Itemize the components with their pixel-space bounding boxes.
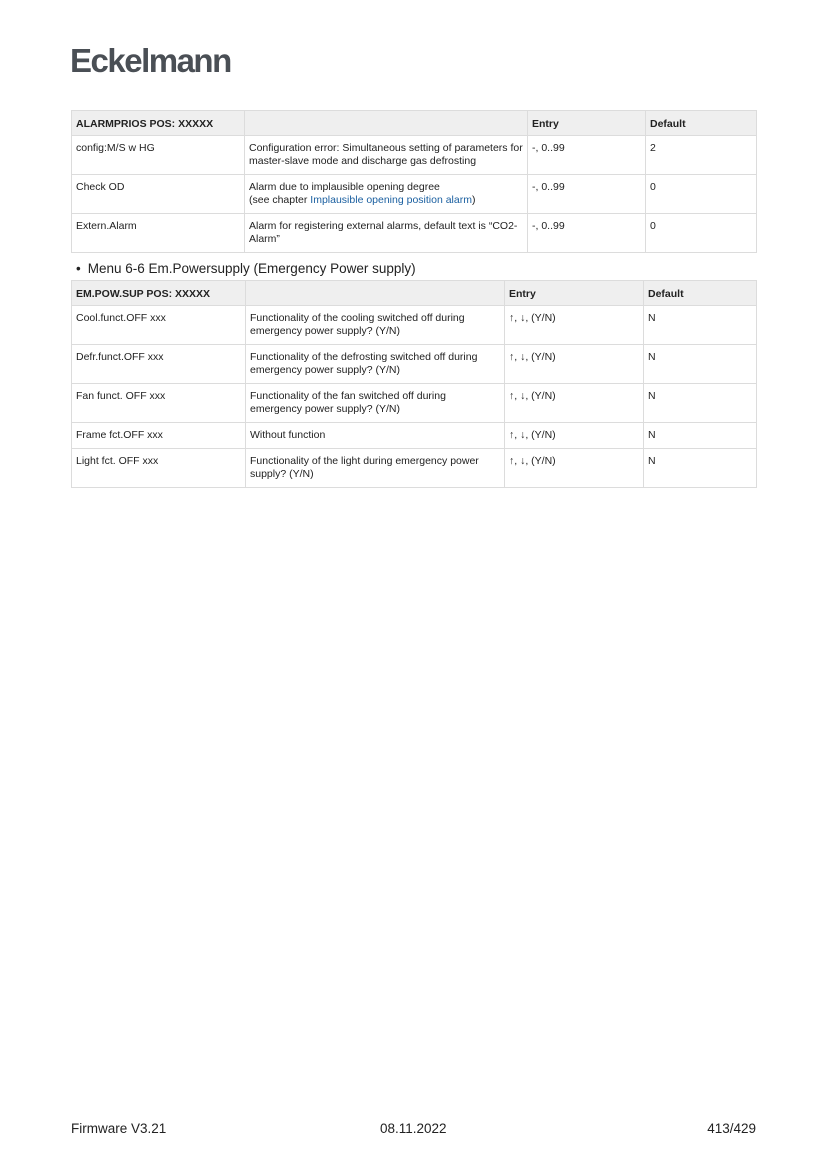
description-text: Alarm due to implausible opening degree: [249, 181, 440, 193]
column-header-description: [246, 281, 505, 306]
table-row: [72, 449, 757, 488]
description-cell: [245, 175, 528, 214]
footer-firmware-version: Firmware V3.21: [71, 1121, 167, 1136]
entry-cell: -, 0..99: [528, 214, 646, 253]
description-cell: Configuration error: Simultaneous setting of parameters for master-slave mode and discharge gas defrosting: [245, 136, 528, 175]
description-cell: Functionality of the light during emergency power supply? (Y/N): [246, 449, 505, 488]
column-header-entry: Entry: [505, 281, 644, 306]
table-row: [72, 306, 757, 345]
column-header-parameter: ALARMPRIOS POS: XXXXX: [72, 111, 245, 136]
description-cell: Functionality of the fan switched off during emergency power supply? (Y/N): [246, 384, 505, 423]
entry-cell: ↑, ↓, (Y/N): [505, 423, 644, 449]
param-cell: Cool.funct.OFF xxx: [72, 306, 246, 345]
default-cell: N: [644, 384, 757, 423]
entry-cell: ↑, ↓, (Y/N): [505, 345, 644, 384]
column-header-entry: Entry: [528, 111, 646, 136]
default-cell: N: [644, 449, 757, 488]
bullet-icon: •: [76, 261, 81, 276]
column-header-default: Default: [646, 111, 757, 136]
param-cell: Defr.funct.OFF xxx: [72, 345, 246, 384]
entry-cell: -, 0..99: [528, 136, 646, 175]
default-cell: 2: [646, 136, 757, 175]
param-cell: Check OD: [72, 175, 245, 214]
section-heading-text: Menu 6-6 Em.Powersupply (Emergency Power supply): [87, 261, 416, 276]
description-prefix: (see chapter: [249, 193, 311, 206]
table-row: [72, 384, 757, 423]
description-cell: Without function: [246, 423, 505, 449]
default-cell: N: [644, 345, 757, 384]
default-cell: N: [644, 306, 757, 345]
table-row: [72, 345, 757, 384]
section-heading: [76, 261, 416, 276]
default-cell: 0: [646, 214, 757, 253]
em-pow-sup-table: [71, 280, 757, 488]
entry-cell: ↑, ↓, (Y/N): [505, 449, 644, 488]
column-header-description: [245, 111, 528, 136]
default-cell: 0: [646, 175, 757, 214]
description-cell: Alarm for registering external alarms, default text is “CO2-Alarm”: [245, 214, 528, 253]
description-suffix: ): [471, 193, 476, 206]
param-cell: Light fct. OFF xxx: [72, 449, 246, 488]
entry-cell: ↑, ↓, (Y/N): [505, 384, 644, 423]
table-header-row: [72, 281, 757, 306]
column-header-default: Default: [644, 281, 757, 306]
brand-logo: Eckelmann: [70, 42, 231, 79]
default-cell: N: [644, 423, 757, 449]
param-cell: Frame fct.OFF xxx: [72, 423, 246, 449]
table-header-row: [72, 111, 757, 136]
param-cell: Extern.Alarm: [72, 214, 245, 253]
footer-date: 08.11.2022: [380, 1121, 447, 1136]
param-cell: config:M/S w HG: [72, 136, 245, 175]
description-cell: Functionality of the cooling switched off during emergency power supply? (Y/N): [246, 306, 505, 345]
table-row: [72, 136, 757, 175]
entry-cell: ↑, ↓, (Y/N): [505, 306, 644, 345]
description-cell: Functionality of the defrosting switched off during emergency power supply? (Y/N): [246, 345, 505, 384]
table-row: [72, 214, 757, 253]
entry-cell: -, 0..99: [528, 175, 646, 214]
footer-page-number: 413/429: [707, 1121, 756, 1136]
table-row: [72, 423, 757, 449]
implausible-opening-position-alarm-link[interactable]: Implausible opening position alarm: [310, 193, 472, 206]
alarmprios-table: [71, 110, 757, 253]
table-row: [72, 175, 757, 214]
column-header-parameter: EM.POW.SUP POS: XXXXX: [72, 281, 246, 306]
param-cell: Fan funct. OFF xxx: [72, 384, 246, 423]
